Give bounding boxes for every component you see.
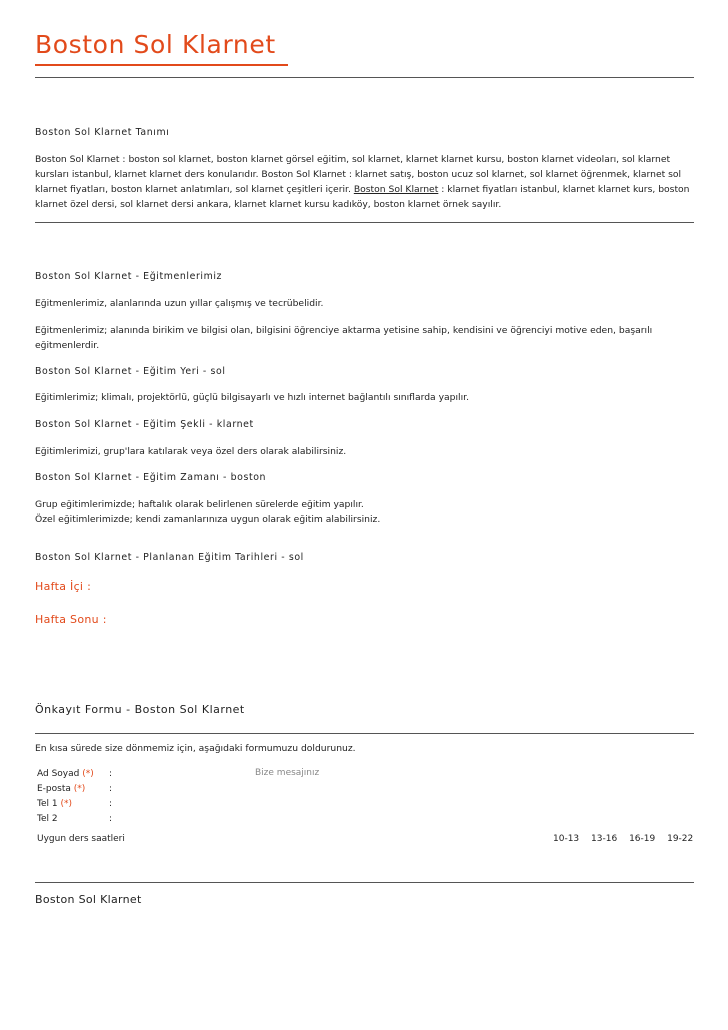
message-textarea[interactable]: Bize mesajınız — [255, 768, 320, 778]
shape-text: Eğitimlerimizi, grup'lara katılarak veya özel ders olarak alabilirsiniz. — [35, 446, 347, 457]
instructors-p2: Eğitmenlerimiz; alanında birikim ve bilgisi olan, bilgisini öğrenciye aktarma yetisine sahip, kendisini ve öğrenciyi motive eden, başarılı eğitmenlerdir. — [35, 325, 653, 351]
time-heading: Boston Sol Klarnet - Eğitim Zamanı - boston — [35, 472, 267, 483]
weekday-label: Hafta İçi : — [35, 580, 92, 593]
colon: : — [109, 799, 113, 809]
divider — [35, 733, 694, 734]
divider — [35, 882, 694, 883]
tel1-field[interactable] — [37, 799, 113, 809]
tel2-field[interactable] — [37, 814, 113, 824]
hour-slots — [553, 834, 702, 844]
tel1-label: Tel 1 — [37, 799, 58, 809]
title-underline — [35, 64, 288, 66]
slot-option[interactable]: 13-16 — [591, 834, 618, 844]
divider — [35, 77, 694, 78]
slot-option[interactable]: 10-13 — [553, 834, 580, 844]
required-mark: (*) — [73, 784, 86, 794]
form-title: Önkayıt Formu - Boston Sol Klarnet — [35, 703, 245, 716]
name-label: Ad Soyad — [37, 769, 80, 779]
slot-option[interactable]: 16-19 — [629, 834, 656, 844]
name-field[interactable] — [37, 769, 113, 779]
hours-label: Uygun ders saatleri — [37, 834, 125, 844]
planned-heading: Boston Sol Klarnet - Planlanan Eğitim Tarihleri - sol — [35, 552, 304, 563]
site-title: Boston Sol Klarnet — [35, 30, 276, 59]
colon: : — [109, 769, 113, 779]
shape-heading: Boston Sol Klarnet - Eğitim Şekli - klarnet — [35, 419, 254, 430]
required-mark: (*) — [60, 799, 72, 809]
place-heading: Boston Sol Klarnet - Eğitim Yeri - sol — [35, 366, 226, 377]
intro-heading: Boston Sol Klarnet Tanımı — [35, 127, 170, 138]
email-label: E-posta — [37, 784, 71, 794]
email-field[interactable] — [37, 784, 113, 794]
footer-title: Boston Sol Klarnet — [35, 893, 142, 906]
slot-option[interactable]: 19-22 — [667, 834, 694, 844]
time-text-2: Özel eğitimlerimizde; kendi zamanlarınıza uygun olarak eğitim alabilirsiniz. — [35, 514, 381, 525]
form-intro: En kısa sürede size dönmemiz için, aşağıdaki formumuzu doldurunuz. — [35, 743, 356, 754]
tel2-label: Tel 2 — [37, 814, 58, 824]
divider — [35, 222, 694, 223]
instructors-heading: Boston Sol Klarnet - Eğitmenlerimiz — [35, 271, 223, 282]
colon: : — [109, 784, 113, 794]
intro-link[interactable]: Boston Sol Klarnet — [353, 184, 439, 195]
colon: : — [109, 814, 113, 824]
required-mark: (*) — [82, 769, 94, 779]
place-text: Eğitimlerimiz; klimalı, projektörlü, güçlü bilgisayarlı ve hızlı internet bağlantılı sınıflarda yapılır. — [35, 392, 469, 403]
intro-paragraph: Boston Sol Klarnet : boston sol klarnet, boston klarnet görsel eğitim, sol klarnet, klarnet klarnet kursu, boston klarnet videoları, sol klarnet kursları istanbul, klarnet klarnet ders konularıdır. Boston Sol Klarnet : klarnet satış, boston ucuz sol klarnet, sol klarnet öğrenmek, klarnet sol klarnet fiyatları, boston klarnet anlatımları, sol klarnet çeşitleri içerir. Boston Sol Klarnet : klarnet fiyatları istanbul, klarnet klarnet kurs, boston klarnet özel dersi, sol klarnet dersi ankara, klarnet klarnet kursu kadıköy, boston klarnet örnek sayılır. — [35, 154, 690, 210]
weekend-label: Hafta Sonu : — [35, 613, 107, 626]
instructors-p1: Eğitmenlerimiz, alanlarında uzun yıllar çalışmış ve tecrübelidir. — [35, 298, 324, 309]
time-text-1: Grup eğitimlerimizde; haftalık olarak belirlenen sürelerde eğitim yapılır. — [35, 499, 364, 510]
